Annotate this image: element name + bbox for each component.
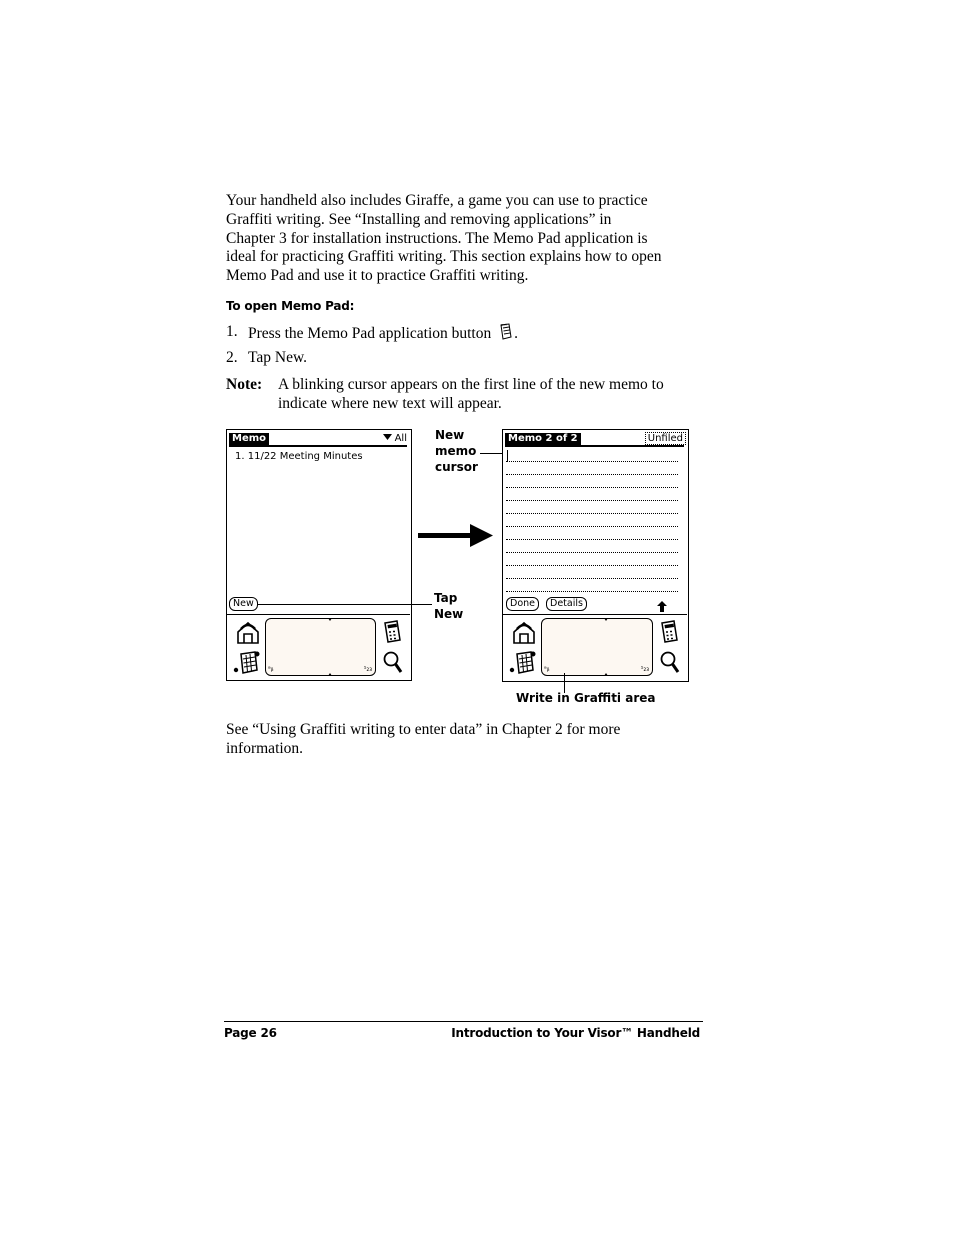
graffiti-area-callout: Write in Graffiti area [516,691,656,705]
blinking-cursor [507,450,508,461]
done-button[interactable]: Done [506,597,539,611]
category-label: All [394,433,407,444]
arrow-right-icon [416,522,494,555]
note-line: indicate where new text will appear. [278,394,502,412]
left-handheld-screen [226,429,412,681]
step-text: Tap New. [248,349,308,366]
procedure-heading: To open Memo Pad: [226,299,355,313]
intro-line: Chapter 3 for installation instructions. The Memo Pad application is [226,229,648,247]
home-icon[interactable] [511,621,537,645]
details-button[interactable]: Details [546,597,587,611]
memo-title-tab: Memo [229,433,269,445]
memo-text-lines[interactable] [506,461,678,592]
dropdown-triangle-icon [383,432,392,444]
note-line: A blinking cursor appears on the first line of the new memo to [278,376,664,393]
step-2 [226,349,706,368]
right-handheld-screen [502,429,689,682]
memo-pad-button-icon [498,323,514,346]
footer-page-label: Page 26 [224,1026,277,1040]
find-icon[interactable] [382,650,404,674]
new-memo-cursor-callout: New memo cursor [435,428,478,474]
graffiti-writing-area[interactable]: ᵃᵦ ¹₂₃ [265,618,376,676]
category-label: Unfiled [647,433,683,444]
calendar-icon[interactable] [509,650,537,676]
silkscreen-area [227,615,410,679]
step-text: Press the Memo Pad application button [248,325,492,342]
intro-line: Graffiti writing. See “Installing and removing applications” in [226,210,612,228]
step-number: 2. [226,349,238,366]
category-picker[interactable] [645,432,686,445]
tap-new-callout: Tap New [434,591,464,621]
intro-line: ideal for practicing Graffiti writing. This section explains how to open [226,248,662,266]
graffiti-writing-area[interactable]: ᵃᵦ ¹₂₃ [541,618,653,676]
intro-paragraph [226,192,706,286]
intro-line: Memo Pad and use it to practice Graffiti writing. [226,267,529,285]
calendar-icon[interactable] [233,650,261,676]
note-label: Note: [226,376,263,393]
tap-new-leader-line [258,604,432,605]
find-icon[interactable] [659,650,681,674]
footer-book-title: Introduction to Your Visor™ Handheld [451,1026,700,1040]
home-icon[interactable] [235,621,261,645]
footer-rule [224,1021,703,1022]
intro-line: Your handheld also includes Giraffe, a game you can use to practice [226,192,648,209]
step-1: 1. Press the Memo Pad application button . [226,323,706,342]
note [226,376,706,412]
closing-paragraph [226,721,706,759]
title-underline [229,445,407,447]
calculator-icon[interactable] [658,620,680,644]
category-picker[interactable] [383,432,407,444]
step-number: 1. [226,323,238,340]
new-button[interactable]: New [229,597,258,611]
closing-line: See “Using Graffiti writing to enter data” in Chapter 2 for more [226,721,621,738]
calculator-icon[interactable] [381,620,403,644]
title-underline [505,445,684,447]
closing-line: information. [226,739,304,757]
silkscreen-area [503,615,687,680]
memo-list-item[interactable]: 1. 11/22 Meeting Minutes [235,451,363,462]
memo-title-tab: Memo 2 of 2 [505,433,581,445]
